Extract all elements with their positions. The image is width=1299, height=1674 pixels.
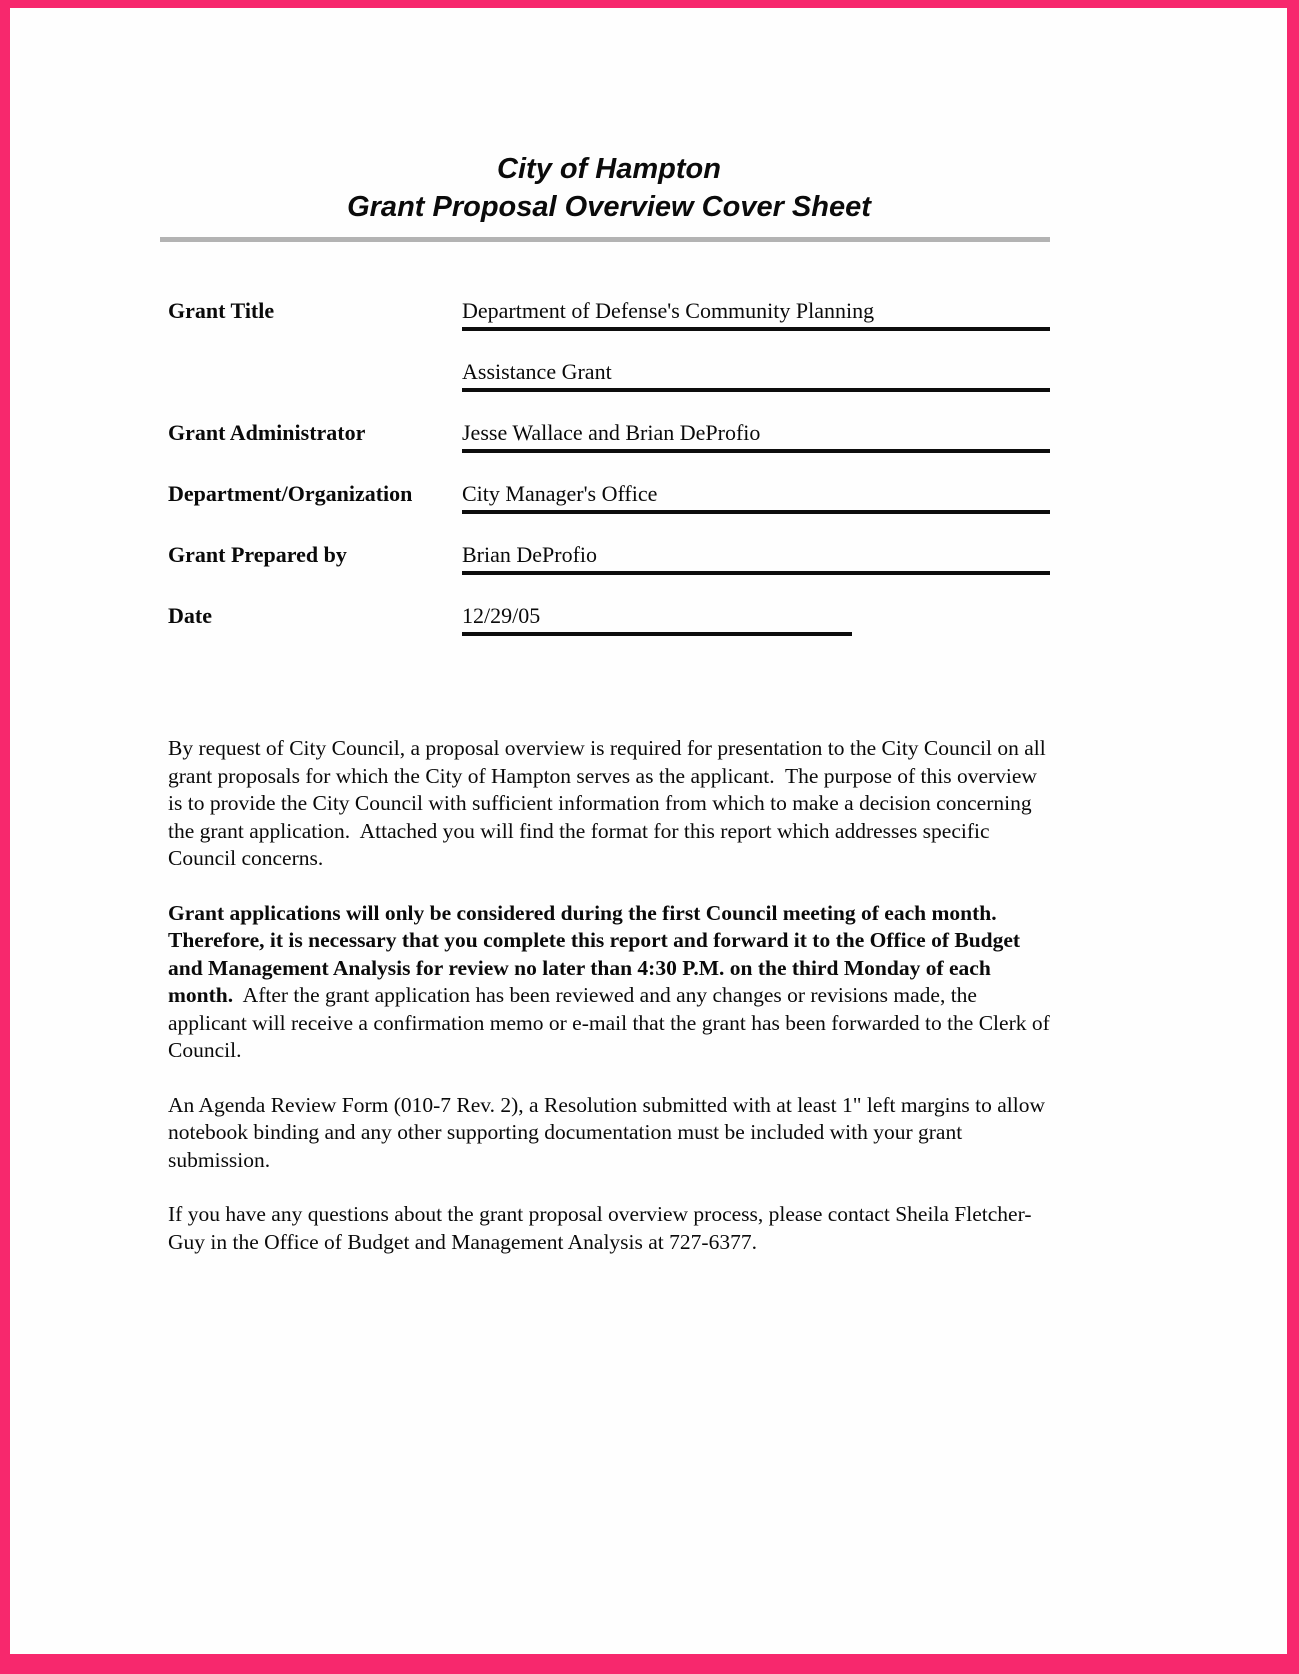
paragraph-deadline-regular: After the grant application has been reviewed and any changes or revisions made, the applicant will receive a confirmation memo or e-mail that the grant has been forwarded to the Clerk of Council. — [168, 983, 1056, 1062]
form-row-grant-title-continued — [168, 359, 1050, 392]
title-line-1: City of Hampton — [497, 153, 721, 185]
paragraph-deadline-bold: Grant applications will only be considered during the first Council meeting of each month. Therefore, it is necessary that you complete this report and forward it to the Office of Budget and Management Analysis for review no later than 4:30 P.M. on the third Monday of each month. — [168, 900, 1026, 1007]
field-value-grant-title-continued: Assistance Grant — [462, 359, 1050, 392]
field-value-department-organization: City Manager's Office — [462, 481, 1050, 514]
paragraph-agenda-review-form: An Agenda Review Form (010-7 Rev. 2), a Resolution submitted with at least 1" left margins to allow notebook binding and any other supporting documentation must be included with your grant submission. — [168, 1092, 1051, 1172]
paragraph-contact-info: If you have any questions about the grant proposal overview process, please contact Sheila Fletcher-Guy in the Office of Budget and Management Analysis at 727-6377. — [168, 1202, 1032, 1254]
field-value-date: 12/29/05 — [462, 603, 852, 636]
field-label-grant-prepared-by: Grant Prepared by — [168, 542, 347, 567]
field-label-grant-title: Grant Title — [168, 298, 275, 323]
title-divider — [160, 237, 1050, 242]
field-value-grant-prepared-by: Brian DeProfio — [462, 542, 1050, 575]
form-row-grant-administrator — [168, 420, 1050, 453]
field-label-blank — [168, 385, 462, 392]
field-label-date: Date — [168, 603, 212, 628]
field-value-grant-title: Department of Defense's Community Planning — [462, 298, 1050, 331]
field-label-grant-administrator: Grant Administrator — [168, 420, 366, 445]
document-page — [10, 8, 1287, 1654]
paragraph-overview-requirement: By request of City Council, a proposal overview is required for presentation to the City Council on all grant proposals for which the City of Hampton serves as the applicant. The purpose of this overview is to provide the City Council with sufficient information from which to make a decision concerning the grant application. Attached you will find the format for this report which addresses specific Council concerns. — [168, 736, 1052, 870]
cover-sheet-form — [168, 298, 1050, 636]
document-content — [168, 150, 1056, 1283]
form-row-department-organization — [168, 481, 1050, 514]
document-title — [168, 150, 1050, 226]
form-row-date — [168, 603, 1050, 636]
body-text — [168, 735, 1056, 1256]
title-line-2: Grant Proposal Overview Cover Sheet — [347, 191, 871, 223]
form-row-grant-title — [168, 298, 1050, 331]
paragraph-deadline — [168, 900, 1056, 1065]
field-value-grant-administrator: Jesse Wallace and Brian DeProfio — [462, 420, 1050, 453]
field-label-department-organization: Department/Organization — [168, 481, 413, 506]
form-row-grant-prepared-by — [168, 542, 1050, 575]
